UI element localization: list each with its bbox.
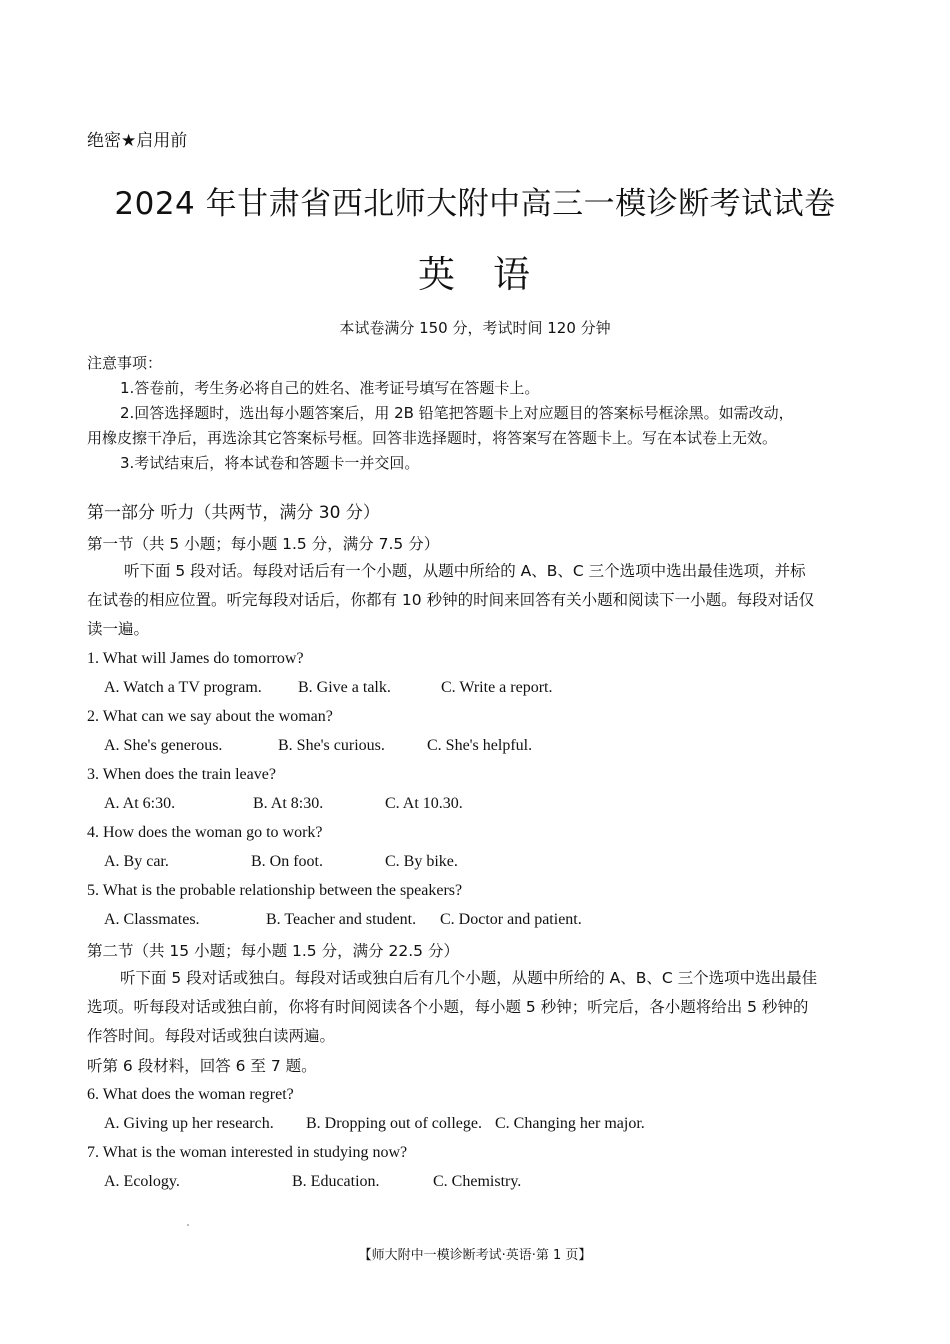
material-6-label: 听第 6 段材料，回答 6 至 7 题。	[87, 1057, 317, 1075]
section1-instruction-3: 读一遍。	[87, 620, 150, 638]
question-5: 5. What is the probable relationship between the speakers?	[87, 882, 463, 899]
question-7-option-a: A. Ecology.	[104, 1173, 180, 1190]
section2-instruction-2: 选项。听每段对话或独白前，你将有时间阅读各个小题，每小题 5 秒钟；听完后，各小题将给出 5 秒钟的	[87, 998, 809, 1016]
question-1-option-a: A. Watch a TV program.	[104, 679, 262, 696]
notice-item-2a: 2.回答选择题时，选出每小题答案后，用 2B 铅笔把答题卡上对应题目的答案标号框涂黑。如需改动，	[120, 404, 794, 422]
question-2-option-b: B. She's curious.	[278, 737, 385, 754]
question-3-option-a: A. At 6:30.	[104, 795, 176, 812]
question-3: 3. When does the train leave?	[87, 766, 276, 783]
question-7-option-b: B. Education.	[292, 1173, 380, 1190]
subject-title	[0, 244, 950, 298]
question-6-option-c: C. Changing her major.	[495, 1115, 645, 1132]
section1-heading: 第一节（共 5 小题；每小题 1.5 分，满分 7.5 分）	[87, 535, 440, 553]
question-6: 6. What does the woman regret?	[87, 1086, 294, 1103]
question-7-option-c: C. Chemistry.	[433, 1173, 522, 1190]
subject-char-1: 英	[418, 253, 457, 296]
question-1: 1. What will James do tomorrow?	[87, 650, 304, 667]
section1-instruction-1: 听下面 5 段对话。每段对话后有一个小题，从题中所给的 A、B、C 三个选项中选出最佳选项，并标	[124, 562, 806, 580]
notice-item-3: 3.考试结束后，将本试卷和答题卡一并交回。	[120, 454, 420, 472]
question-4: 4. How does the woman go to work?	[87, 824, 323, 841]
page-footer: 【师大附中一模诊断考试·英语·第 1 页】	[358, 1248, 592, 1263]
question-5-option-a: A. Classmates.	[104, 911, 200, 928]
confidential-mark: 绝密★启用前	[87, 131, 188, 151]
notice-item-1: 1.答卷前，考生务必将自己的姓名、准考证号填写在答题卡上。	[120, 379, 540, 397]
stray-dot	[187, 1224, 189, 1226]
score-time-line: 本试卷满分 150 分，考试时间 120 分钟	[339, 319, 611, 337]
notice-item-2b: 用橡皮擦干净后，再选涂其它答案标号框。回答非选择题时，将答案写在答题卡上。写在本试卷上无效。	[87, 429, 778, 447]
question-7: 7. What is the woman interested in studying now?	[87, 1144, 408, 1161]
question-6-option-a: A. Giving up her research.	[104, 1115, 274, 1132]
question-6-option-b: B. Dropping out of college.	[306, 1115, 482, 1132]
question-1-option-c: C. Write a report.	[441, 679, 553, 696]
exam-title: 2024 年甘肃省西北师大附中高三一模诊断考试试卷	[114, 186, 836, 222]
question-3-option-c: C. At 10.30.	[385, 795, 463, 812]
question-2-option-c: C. She's helpful.	[427, 737, 533, 754]
question-4-option-b: B. On foot.	[251, 853, 323, 870]
notice-heading: 注意事项：	[87, 354, 163, 372]
section2-instruction-1: 听下面 5 段对话或独白。每段对话或独白后有几个小题，从题中所给的 A、B、C 三个选项中选出最佳	[120, 969, 818, 987]
question-1-option-b: B. Give a talk.	[298, 679, 391, 696]
subject-char-2: 语	[493, 253, 532, 296]
section2-instruction-3: 作答时间。每段对话或独白读两遍。	[87, 1027, 336, 1045]
section2-heading: 第二节（共 15 小题；每小题 1.5 分，满分 22.5 分）	[87, 942, 459, 960]
question-5-option-c: C. Doctor and patient.	[440, 911, 582, 928]
question-4-option-c: C. By bike.	[385, 853, 458, 870]
question-3-option-b: B. At 8:30.	[253, 795, 324, 812]
question-2-option-a: A. She's generous.	[104, 737, 223, 754]
question-5-option-b: B. Teacher and student.	[266, 911, 417, 928]
question-2: 2. What can we say about the woman?	[87, 708, 333, 725]
section1-instruction-2: 在试卷的相应位置。听完每段对话后，你都有 10 秒钟的时间来回答有关小题和阅读下一小题。每段对话仅	[87, 591, 815, 609]
question-4-option-a: A. By car.	[104, 853, 169, 870]
part1-heading: 第一部分 听力（共两节，满分 30 分）	[87, 503, 380, 523]
